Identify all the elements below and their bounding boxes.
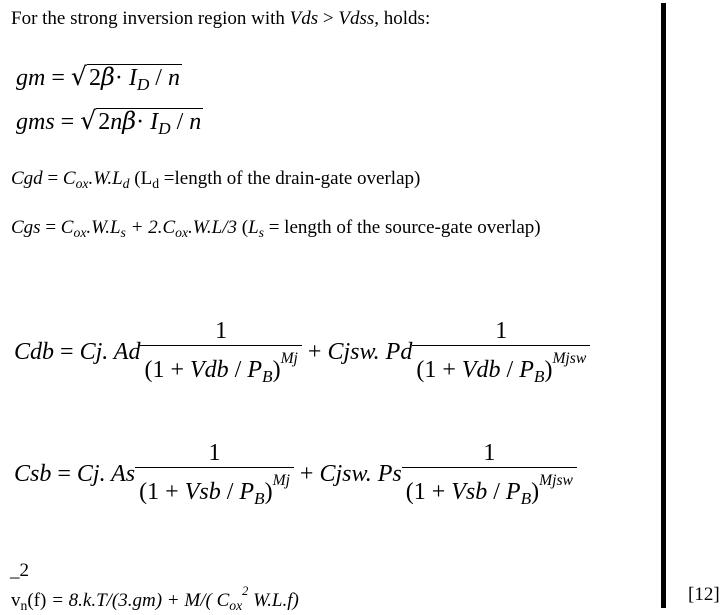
den-div: / [500, 357, 520, 384]
den-var: Vdb [190, 357, 229, 384]
gm-div: / [149, 65, 168, 91]
gms-div: / [170, 109, 190, 135]
cgd-note-rest: =length of the drain-gate overlap) [159, 168, 421, 189]
frac-numerator: 1 [495, 318, 508, 344]
cgd-note-sub: d [152, 176, 160, 192]
gm-eq: = [45, 65, 71, 91]
cgd-line [11, 168, 420, 192]
den-close: ) [272, 357, 281, 384]
gms-current-sub: D [158, 119, 171, 139]
cgs-mid1: .W.L [86, 217, 121, 238]
den-var: Vsb [184, 479, 221, 506]
gm-current: I [128, 65, 137, 91]
cdb-term2: Cjsw. Pd [327, 339, 413, 366]
cdb-equation [14, 318, 590, 387]
gms-eq: = [54, 109, 81, 135]
noise-arg: (f) [27, 590, 47, 612]
den-p: P [247, 357, 263, 384]
den-p: P [505, 479, 521, 506]
cgs-note-sub: s [258, 225, 264, 241]
frac-denominator [402, 467, 577, 509]
gm-sqrt [71, 62, 182, 95]
den-p: P [239, 479, 255, 506]
den-p: P [519, 357, 534, 384]
gms-n2: n [189, 109, 202, 135]
frac-numerator: 1 [483, 440, 496, 466]
cdb-term1: Cj. Ad [79, 339, 141, 366]
gms-beta: β [122, 107, 137, 135]
frac-denominator [140, 345, 301, 387]
cdb-lhs: Cdb [14, 339, 55, 366]
gms-sqrt [80, 106, 203, 139]
gms-n1: n [110, 109, 123, 135]
den-close: ) [544, 357, 553, 384]
noise-c: C [216, 590, 230, 612]
den-var: Vdb [461, 357, 501, 384]
cgs-c2: C [162, 217, 176, 238]
cgs-c1: C [60, 217, 74, 238]
den-p-sub: B [520, 489, 532, 509]
csb-lhs: Csb [14, 461, 52, 488]
gm-equation [16, 62, 182, 95]
intro-suffix: , holds: [374, 8, 431, 29]
noise-v-sub: n [20, 598, 28, 614]
intro-line [11, 8, 430, 30]
den-exp: Mj [280, 350, 298, 367]
noise-c-sup: 2 [242, 584, 249, 598]
sqrt-radical: √ [80, 106, 97, 135]
noise-v: v [11, 590, 21, 612]
cdb-frac1 [140, 318, 301, 387]
cgs-c2-sub: ox [175, 225, 189, 241]
den-div: / [228, 357, 248, 384]
den-div: / [220, 479, 240, 506]
gm-lhs: gm [16, 65, 46, 91]
gm-current-sub: D [136, 75, 150, 95]
noise-line [11, 584, 299, 614]
cgd-c-sub: ox [75, 176, 89, 192]
noise-rest2: W.L.f) [248, 590, 299, 612]
cdb-eq: = [54, 339, 80, 366]
csb-eq: = [51, 461, 77, 488]
csb-frac1 [135, 440, 294, 509]
den-open: (1 + [405, 479, 452, 506]
den-exp: Mjsw [539, 472, 573, 489]
sqrt-body [87, 63, 182, 95]
den-open: (1 + [139, 479, 185, 506]
noise-c-sub: ox [229, 598, 243, 614]
den-close: ) [264, 479, 273, 506]
cgs-line [11, 217, 541, 241]
cgs-plus: + 2. [125, 217, 163, 238]
equation-reference: [12] [688, 584, 720, 605]
frac-numerator: 1 [215, 318, 228, 344]
den-var: Vsb [451, 479, 488, 506]
cgs-note-l: L [248, 217, 259, 238]
cgs-mid2: .W.L/3 [188, 217, 237, 238]
cgs-note-open: ( [236, 217, 249, 238]
csb-term1: Cj. As [76, 461, 136, 488]
frac-denominator [412, 345, 590, 387]
cgs-l1-sub: s [120, 225, 126, 241]
noise-rest1: = 8.k.T/(3.gm) + M/( [46, 590, 217, 612]
cdb-frac2 [412, 318, 590, 387]
sqrt-radical: √ [70, 62, 87, 91]
den-open: (1 + [416, 357, 462, 384]
intro-op: > [318, 8, 339, 29]
den-p-sub: B [533, 367, 545, 387]
csb-plus: + [293, 461, 320, 488]
frac-denominator [135, 467, 294, 509]
den-close: ) [531, 479, 540, 506]
csb-equation [14, 440, 577, 509]
cgs-eq: = [40, 217, 61, 238]
den-exp: Mjsw [552, 350, 587, 367]
intro-cond-a: Vds [289, 8, 319, 29]
cgd-l-sub: d [122, 176, 130, 192]
cgd-note-open: (L [129, 168, 153, 189]
cgs-c1-sub: ox [73, 225, 87, 241]
cgs-lhs: Cgs [11, 217, 41, 238]
den-p-sub: B [262, 367, 273, 387]
gm-beta: β [100, 63, 115, 91]
gms-coef: 2 [98, 109, 111, 135]
cgd-lhs: Cgd [11, 168, 43, 189]
den-p-sub: B [254, 489, 265, 509]
gms-dot: · [136, 109, 151, 135]
cgd-c: C [62, 168, 76, 189]
den-div: / [487, 479, 506, 506]
noise-overbar: _2 [10, 560, 29, 581]
cgd-eq: = [42, 168, 63, 189]
intro-cond-b: Vdss [338, 8, 375, 29]
frac-numerator: 1 [208, 440, 221, 466]
sqrt-body [96, 107, 203, 139]
den-open: (1 + [144, 357, 190, 384]
intro-prefix: For the strong inversion region with [11, 8, 290, 29]
cgd-mid: .W.L [88, 168, 123, 189]
den-exp: Mj [272, 472, 290, 489]
gm-coef: 2 [88, 65, 101, 91]
gms-current: I [150, 109, 159, 135]
gms-equation [16, 106, 203, 139]
csb-frac2 [402, 440, 577, 509]
gm-dot: · [114, 65, 129, 91]
cdb-plus: + [301, 339, 328, 366]
vertical-rule [661, 3, 666, 608]
gm-n: n [167, 65, 180, 91]
cgs-note-rest: = length of the source-gate overlap) [263, 217, 541, 238]
gms-lhs: gms [16, 109, 55, 135]
csb-term2: Cjsw. Ps [319, 461, 402, 488]
